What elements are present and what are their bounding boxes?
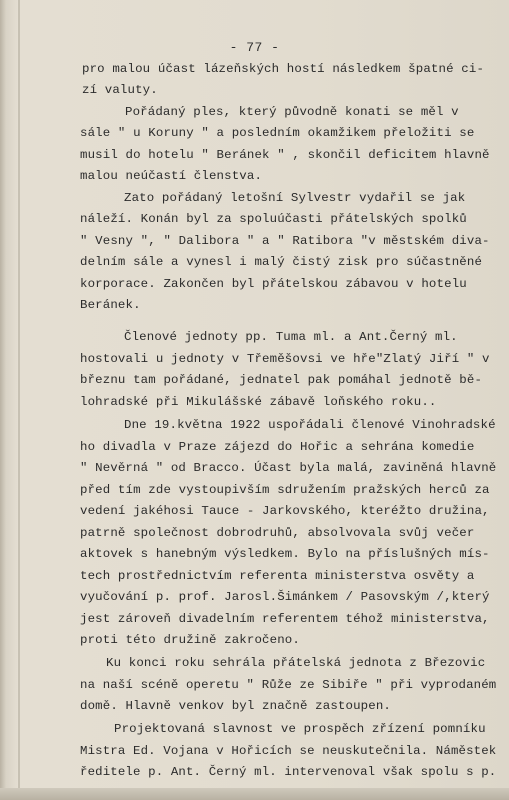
text-line: ředitele p. Ant. Černý ml. intervenoval však spolu s p. bbox=[80, 765, 497, 779]
text-line: Projektovaná slavnost ve prospěch zřízení pomníku bbox=[114, 722, 486, 736]
text-line: " Vesny ", " Dalibora " a " Ratibora "v městském diva- bbox=[80, 234, 490, 248]
text-line: vyučování p. prof. Jarosl.Šimánkem / Pasovským /,který bbox=[80, 590, 490, 604]
text-line: pro malou účast lázeňských hostí následkem špatné ci- bbox=[82, 62, 485, 76]
text-line: delním sále a vynesl i malý čistý zisk pro súčastněné bbox=[80, 255, 483, 269]
text-line: Beránek. bbox=[80, 298, 141, 312]
text-line: korporace. Zakončen byl přátelskou zábavou v hotelu bbox=[80, 277, 467, 291]
text-line: před tím zde vystoupivším sdružením pražských herců za bbox=[80, 483, 490, 497]
text-line: Ku konci roku sehrála přátelská jednota z Březovic bbox=[106, 656, 486, 670]
text-line: Dne 19.května 1922 uspořádali členové Vinohradské bbox=[124, 418, 496, 432]
text-line: vedení jakéhosi Tauce - Jarkovského, kteréžto družina, bbox=[80, 504, 490, 518]
text-line: malou neúčastí členstva. bbox=[80, 169, 263, 183]
text-line: musil do hotelu " Beránek " , skončil deficitem hlavně bbox=[80, 148, 490, 162]
text-line: aktovek s hanebným výsledkem. Bylo na příslušných mís- bbox=[80, 547, 490, 561]
text-line: hostovali u jednoty v Třeměšovsi ve hře"Zlatý Jiří " v bbox=[80, 352, 490, 366]
text-line: březnu tam pořádané, jednatel pak pomáhal jednotě bě- bbox=[80, 373, 483, 387]
text-line: náleží. Konán byl za spoluúčasti přátelských spolků bbox=[80, 212, 467, 226]
text-line: jest zároveň divadelním referentem téhož ministerstva, bbox=[80, 612, 490, 626]
text-line: proti této družině zakročeno. bbox=[80, 633, 300, 647]
text-line: ho divadla v Praze zájezd do Hořic a sehrána komedie bbox=[80, 440, 475, 454]
text-line: " Nevěrná " od Bracco. Účast byla malá, zaviněná hlavně bbox=[80, 461, 497, 475]
text-line: Pořádaný ples, který původně konati se měl v bbox=[125, 105, 459, 119]
text-line: domě. Hlavně venkov byl značně zastoupen. bbox=[80, 699, 392, 713]
text-line: Členové jednoty pp. Tuma ml. a Ant.Černý ml. bbox=[124, 330, 458, 344]
text-line: tech prostřednictvím referenta ministerstva osvěty a bbox=[80, 569, 475, 583]
text-line: sále " u Koruny " a posledním okamžikem přeložiti se bbox=[80, 126, 475, 140]
text-line: zí valuty. bbox=[82, 83, 158, 97]
text-line: Zato pořádaný letošní Sylvestr vydařil se jak bbox=[124, 191, 466, 205]
page-number: - 77 - bbox=[229, 40, 280, 55]
text-line: Mistra Ed. Vojana v Hořicích se neuskutečnila. Náměstek bbox=[80, 744, 497, 758]
text-line: patrně společnost dobrodruhů, absolvovala svůj večer bbox=[80, 526, 475, 540]
text-line: lohradské při Mikulášské zábavě loňského roku.. bbox=[80, 395, 437, 409]
text-line: na naší scéně operetu " Růže ze Sibiře " při vyprodaném bbox=[80, 678, 497, 692]
